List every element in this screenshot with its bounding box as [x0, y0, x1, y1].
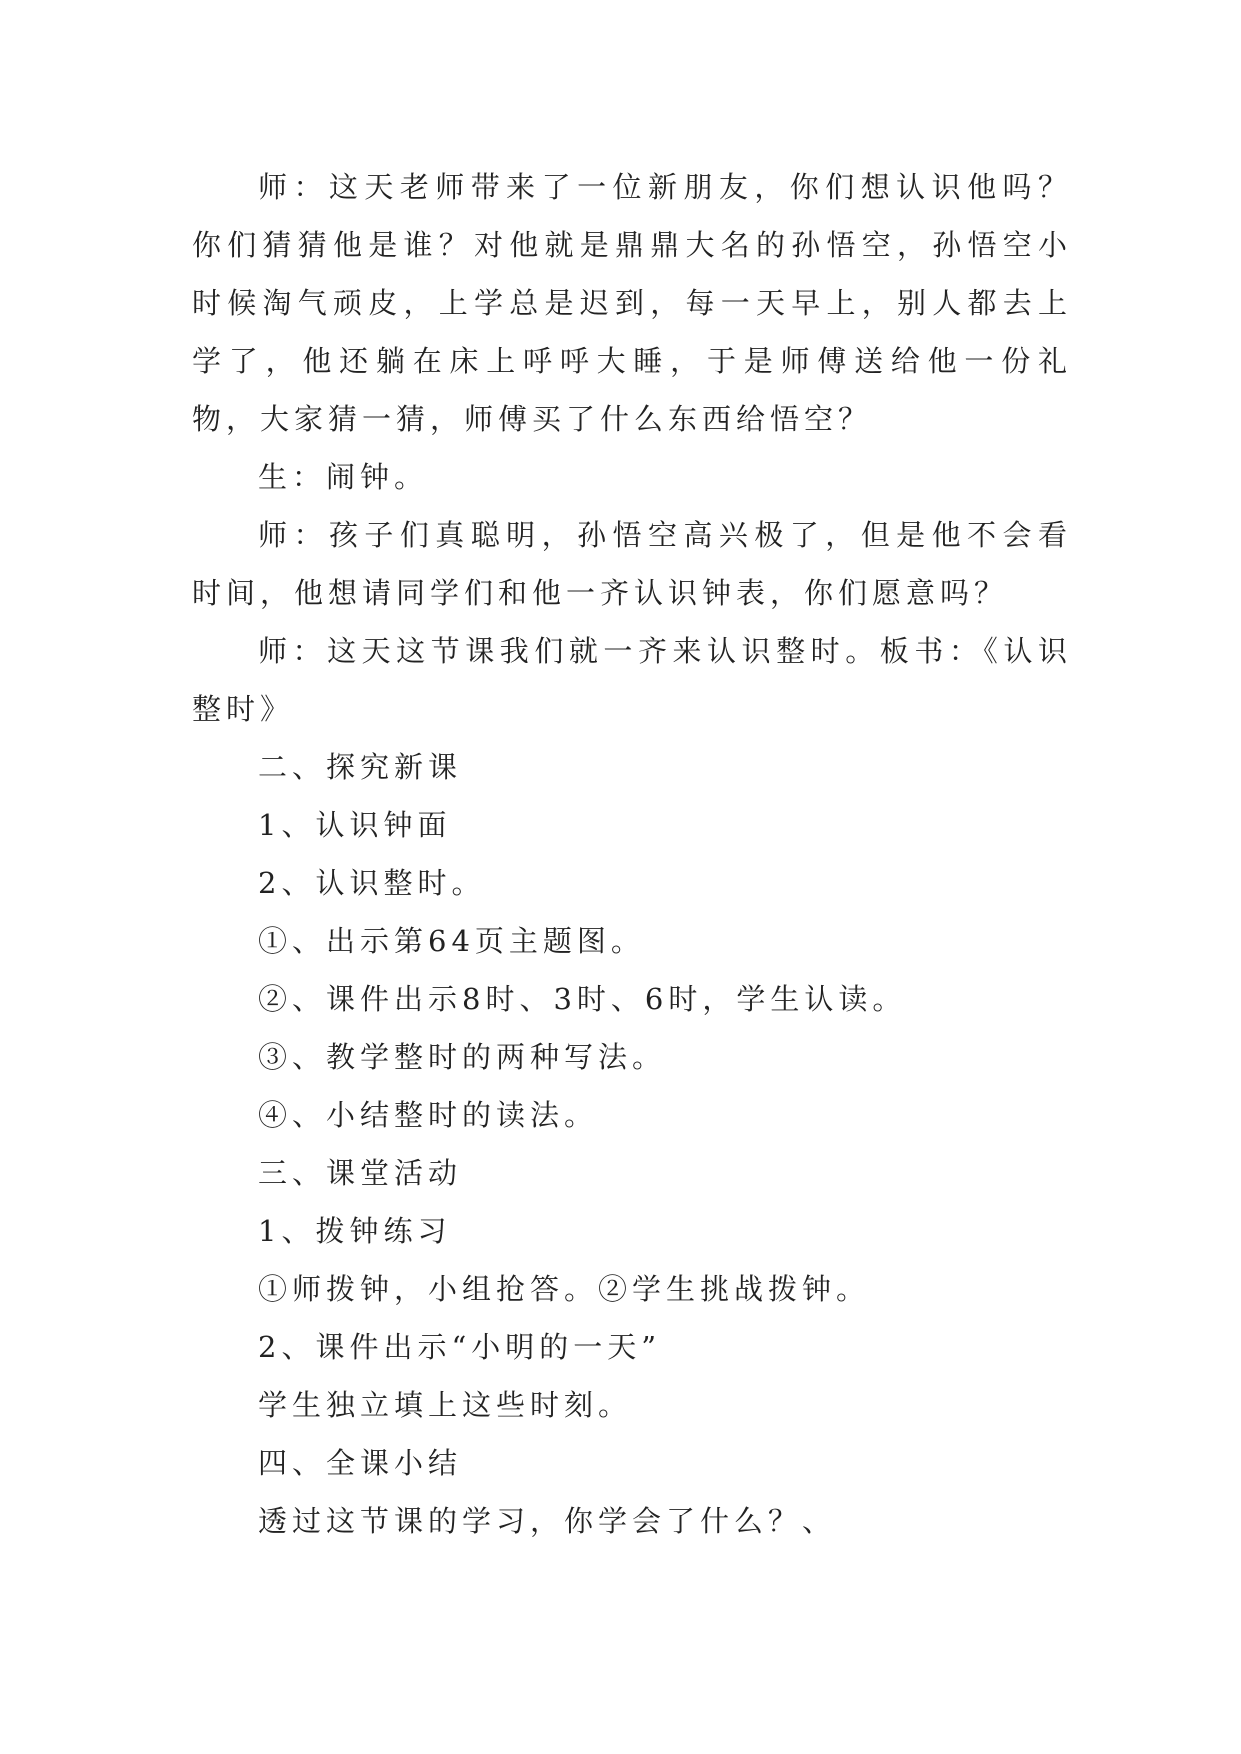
- list-item: ①、出示第64页主题图。: [258, 924, 645, 958]
- list-item: 学生独立填上这些时刻。: [258, 1388, 633, 1422]
- section-heading-activity: 三、课堂活动: [258, 1156, 463, 1190]
- paragraph-student-answer: 生：闹钟。: [258, 460, 429, 494]
- list-item: ②、课件出示8时、3时、6时，学生认读。: [258, 982, 907, 1016]
- paragraph-teacher-intro: 师：这天老师带来了一位新朋友，你们想认识他吗？你们猜猜他是谁？对他就是鼎鼎大名的孙悟空，孙悟空小时候淘气顽皮，上学总是迟到，每一天早上，别人都去上学了，他还躺在床上呼呼大睡，于是师傅送给他一份礼物，大家猜一猜，师傅买了什么东西给悟空？: [192, 170, 1072, 436]
- list-item: 2、认识整时。: [258, 866, 486, 900]
- list-item: ③、教学整时的两种写法。: [258, 1040, 667, 1074]
- list-item: ④、小结整时的读法。: [258, 1098, 599, 1132]
- section-heading-summary: 四、全课小结: [258, 1446, 463, 1480]
- section-heading-explore: 二、探究新课: [258, 750, 463, 784]
- list-item: ①师拨钟，小组抢答。②学生挑战拨钟。: [258, 1272, 871, 1306]
- list-item: 2、课件出示“小明的一天”: [258, 1330, 662, 1364]
- list-item: 1、拨钟练习: [258, 1214, 452, 1248]
- list-item: 1、认识钟面: [258, 808, 452, 842]
- document-body: [192, 158, 1072, 1550]
- paragraph-teacher-praise: 师：孩子们真聪明，孙悟空高兴极了，但是他不会看时间，他想请同学们和他一齐认识钟表，你们愿意吗？: [192, 518, 1072, 610]
- list-item: 透过这节课的学习，你学会了什么？、: [258, 1504, 837, 1538]
- paragraph-lesson-topic: 师：这天这节课我们就一齐来认识整时。板书：《认识整时》: [192, 634, 1072, 726]
